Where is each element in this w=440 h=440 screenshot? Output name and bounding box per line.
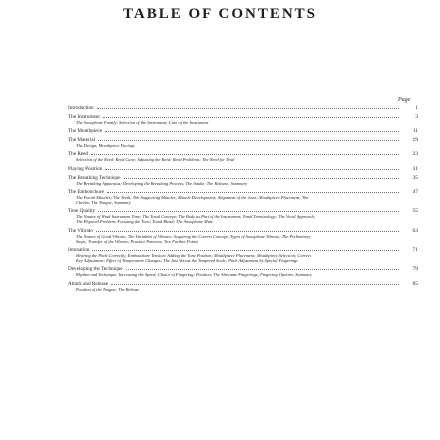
toc-entry-page: 47 — [412, 188, 418, 195]
toc-entry — [68, 113, 418, 125]
dot-leader — [96, 227, 399, 232]
toc-entry-head — [68, 227, 418, 234]
toc-entry-description: The Design; Mouthpiece Facings — [76, 143, 135, 149]
toc-entry — [68, 150, 418, 162]
toc-entry — [68, 174, 418, 186]
toc-entry-title: Attack and Release — [68, 280, 109, 287]
toc-entry-head — [68, 280, 418, 287]
dot-leader — [124, 174, 399, 179]
toc-entry-page: 23 — [412, 151, 418, 158]
toc-entry-head — [68, 207, 418, 214]
toc-entry-page: 35 — [412, 174, 418, 181]
toc-entry — [68, 265, 418, 277]
dot-leader — [98, 136, 399, 141]
toc-entry-page: 63 — [412, 227, 418, 234]
toc-entry-title: Developing the Technique — [68, 266, 123, 273]
toc-entry-head — [68, 265, 418, 272]
toc-entry-description: The Nature of Wind Instrument Tone; The Tonal Concept; The Body as Part of the Instrument; Tonal Terminology; The Vocal Approach; The Physical Problem; Focusing the Tone; Tonal Blend; The Saxophone Mute — [76, 214, 316, 225]
dot-leader — [91, 150, 399, 155]
toc-entry-description: Position of the Tongue; The Release — [76, 286, 140, 292]
page-column-label: Page — [398, 97, 411, 103]
toc-entry-head — [68, 174, 418, 181]
toc-entry — [68, 227, 418, 244]
toc-entry — [68, 104, 418, 111]
toc-entry-head — [68, 127, 418, 134]
toc-entry — [68, 165, 418, 172]
dot-leader — [126, 265, 399, 270]
toc-entry-title: The Material — [68, 137, 95, 144]
toc-entry — [68, 127, 418, 134]
toc-entry-head — [68, 104, 418, 111]
toc-entries — [68, 104, 418, 294]
page-title: TABLE OF CONTENTS — [122, 6, 318, 22]
toc-entry-description: Selection of the Reed; Reed Cane; Adjusting the Reed; Reed Problems; The Need for Trial — [76, 157, 235, 163]
toc-entry-description: Hearing the Pitch Correctly; Embouchure Tension; Adding the Tone Position; Mouthpiece Placement; Mouthpiece Selection; Correct Key Adjustment; Effect of Temperature Changes; The Just Versus the Tempered Scale; Pitch Adjustment by Special Fingerings — [76, 253, 311, 264]
toc-entry-title: Tone Quality — [68, 208, 96, 215]
toc-entry-head — [68, 113, 418, 120]
toc-entry-page: 1 — [415, 105, 418, 111]
dot-leader — [107, 188, 399, 193]
dot-leader — [105, 127, 399, 132]
toc-entry-title: The Mouthpiece — [68, 128, 103, 135]
toc-entry-description: The Breathing Apparatus; Developing the Breathing Process; The Intake; The Release; Summary — [76, 180, 248, 186]
toc-entry — [68, 188, 418, 205]
toc-entry-description: The Nature of Good Vibrato; The Variables of Vibrato; Acquiring the Correct Concept; Types of Saxophone Vibrato; The Preliminary Steps; Transfer of the Vibrato; Practice Patterns; Two Further Points — [76, 233, 311, 244]
dot-leader — [111, 280, 399, 285]
dot-leader — [92, 246, 399, 251]
toc-entry-head — [68, 150, 418, 157]
toc-entry-title: The Vibrato — [68, 227, 93, 234]
dot-leader — [98, 207, 399, 212]
toc-entry-page: 31 — [412, 165, 418, 172]
dot-leader — [105, 165, 399, 170]
toc-entry-page: 3 — [415, 114, 418, 120]
toc-entry-title: Introduction — [68, 105, 94, 111]
toc-entry — [68, 280, 418, 292]
dot-leader — [97, 104, 399, 109]
toc-entry-page: 19 — [412, 137, 418, 144]
toc-entry-title: Intonation — [68, 247, 90, 254]
toc-entry — [68, 136, 418, 148]
toc-entry-description: The Facial Muscles; The Teeth; The Supporting Muscles; Muscle Development; Alignment of the Jaws; Mouthpiece Placement; The Cheeks; The Tongue; Summary — [76, 194, 309, 206]
toc-entry-title: The Embouchure — [68, 188, 104, 195]
toc-entry-page: 79 — [412, 266, 418, 273]
toc-entry-description: The Saxophone Family; Selection of the Instrument; Care of the Instrument — [76, 120, 209, 125]
toc-entry-description: Rhythm and Technique; Increasing the Speed; Choice of Fingering; Position; The Alternate Fingerings; Fingering Options; Summary — [76, 272, 312, 278]
toc-entry-head — [68, 246, 418, 253]
toc-entry-page: 11 — [412, 128, 418, 135]
toc-entry-title: The Reed — [68, 151, 89, 158]
toc-entry-head — [68, 188, 418, 195]
toc-entry-title: The Breathing Technique — [68, 174, 121, 181]
toc-entry-head — [68, 136, 418, 143]
toc-entry-page: 85 — [412, 280, 418, 287]
toc-entry-page: 55 — [412, 208, 418, 215]
toc-entry-page: 71 — [412, 247, 418, 254]
dot-leader — [103, 113, 399, 118]
toc-entry-head — [68, 165, 418, 172]
toc-entry-title: Playing Position — [68, 165, 103, 172]
toc-entry-title: The Instrument — [68, 114, 100, 120]
toc-entry — [68, 207, 418, 224]
toc-entry — [68, 246, 418, 263]
